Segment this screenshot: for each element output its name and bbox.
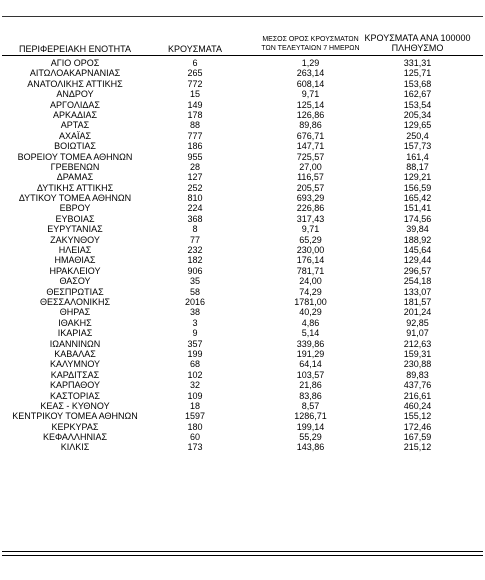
table-row xyxy=(0,432,485,442)
table-row xyxy=(0,287,485,297)
cell-cases: 77 xyxy=(189,234,200,245)
cell-region: ΑΡΓΟΛΙΔΑΣ xyxy=(50,99,100,110)
table-row xyxy=(0,276,485,286)
cell-cases: 252 xyxy=(187,182,203,193)
table-row xyxy=(0,214,485,224)
table-row xyxy=(0,131,485,141)
cell-region: ΚΕΑΣ - ΚΥΘΝΟΥ xyxy=(40,400,110,411)
cell-per100k: 125,71 xyxy=(403,68,432,79)
cell-avg7: 89,86 xyxy=(299,120,322,131)
table-row xyxy=(0,266,485,276)
cell-cases: 265 xyxy=(187,68,203,79)
cell-avg7: 693,29 xyxy=(296,193,325,204)
cell-per100k: 155,12 xyxy=(403,411,432,422)
cell-region: ΘΗΡΑΣ xyxy=(59,307,91,318)
cell-cases: 38 xyxy=(189,307,200,318)
cell-region: ΑΡΚΑΔΙΑΣ xyxy=(52,109,98,120)
table-row xyxy=(0,224,485,234)
table-row xyxy=(0,255,485,265)
cell-avg7: 263,14 xyxy=(296,68,325,79)
cell-avg7: 317,43 xyxy=(296,213,325,224)
cell-avg7: 116,57 xyxy=(297,172,324,183)
cell-cases: 777 xyxy=(187,130,203,141)
cell-cases: 3 xyxy=(192,317,198,328)
cell-cases: 35 xyxy=(189,276,200,287)
table-row xyxy=(0,79,485,89)
cell-per100k: 460,24 xyxy=(403,400,432,411)
cell-per100k: 129,21 xyxy=(403,172,432,183)
cell-per100k: 212,63 xyxy=(403,338,432,349)
table-row xyxy=(0,110,485,120)
cell-avg7: 1286,71 xyxy=(294,411,327,422)
cell-avg7: 339,86 xyxy=(296,338,325,349)
table-row xyxy=(0,411,485,421)
cell-region: ΑΓΙΟ ΟΡΟΣ xyxy=(50,58,100,68)
table-row xyxy=(0,442,485,452)
cell-avg7: 176,14 xyxy=(296,255,325,266)
cell-per100k: 159,31 xyxy=(403,348,432,359)
cell-cases: 102 xyxy=(187,369,203,380)
cell-region: ΙΚΑΡΙΑΣ xyxy=(57,328,93,339)
header-avg7-line1: ΜΕΣΟΣ ΟΡΟΣ ΚΡΟΥΣΜΑΤΩΝ xyxy=(262,36,359,43)
cell-cases: 232 xyxy=(187,245,203,256)
cell-per100k: 437,76 xyxy=(403,380,432,391)
cell-region: ΕΒΡΟΥ xyxy=(59,203,91,214)
cell-region: ΑΡΤΑΣ xyxy=(60,120,90,131)
cell-region: ΚΑΡΔΙΤΣΑΣ xyxy=(50,369,100,380)
cell-per100k: 172,46 xyxy=(403,421,432,432)
cell-per100k: 92,85 xyxy=(406,317,429,328)
table-row xyxy=(0,183,485,193)
cell-avg7: 65,29 xyxy=(299,234,322,245)
table-row xyxy=(0,203,485,213)
cell-region: ΒΟΡΕΙΟΥ ΤΟΜΕΑ ΑΘΗΝΩΝ xyxy=(17,151,133,162)
table-row xyxy=(0,391,485,401)
table-row xyxy=(0,307,485,317)
cell-per100k: 250,4 xyxy=(406,130,429,141)
cell-region: ΔΥΤΙΚΟΥ ΤΟΜΕΑ ΑΘΗΝΩΝ xyxy=(18,193,132,204)
cell-cases: 906 xyxy=(187,265,203,276)
cell-per100k: 91,07 xyxy=(406,328,429,339)
cell-per100k: 153,54 xyxy=(403,99,432,110)
table-row xyxy=(0,401,485,411)
cell-per100k: 216,61 xyxy=(403,390,432,401)
cell-per100k: 161,4 xyxy=(406,151,429,162)
cell-cases: 127 xyxy=(187,172,203,183)
cell-region: ΓΡΕΒΕΝΩΝ xyxy=(50,161,100,172)
cell-region: ΗΛΕΙΑΣ xyxy=(58,245,92,256)
cell-per100k: 151,41 xyxy=(403,203,432,214)
cell-per100k: 157,73 xyxy=(403,141,432,152)
cell-avg7: 64,14 xyxy=(299,359,322,370)
cell-cases: 149 xyxy=(187,99,203,110)
table-body xyxy=(0,58,485,453)
cell-avg7: 199,14 xyxy=(296,421,325,432)
cell-region: ΑΝΑΤΟΛΙΚΗΣ ΑΤΤΙΚΗΣ xyxy=(27,78,123,89)
cell-avg7: 5,14 xyxy=(301,328,320,339)
cell-avg7: 9,71 xyxy=(301,224,320,235)
cell-cases: 357 xyxy=(187,338,203,349)
cell-region: ΕΥΒΟΙΑΣ xyxy=(55,213,95,224)
cell-avg7: 1781,00 xyxy=(294,296,327,307)
header-per100k xyxy=(360,33,475,53)
cell-region: ΚΑΡΠΑΘΟΥ xyxy=(49,380,101,391)
header-rule xyxy=(2,55,483,56)
cell-cases: 6 xyxy=(192,58,198,68)
cell-cases: 368 xyxy=(187,213,203,224)
cell-region: ΘΕΣΣΑΛΟΝΙΚΗΣ xyxy=(39,296,111,307)
table-row xyxy=(0,297,485,307)
table-row xyxy=(0,349,485,359)
cell-per100k: 230,88 xyxy=(403,359,432,370)
cell-per100k: 296,57 xyxy=(403,265,432,276)
cell-cases: 60 xyxy=(189,432,200,443)
cell-cases: 178 xyxy=(187,109,203,120)
top-rule xyxy=(2,16,483,17)
table-row xyxy=(0,172,485,182)
cell-per100k: 145,64 xyxy=(403,245,432,256)
cell-region: ΔΥΤΙΚΗΣ ΑΤΤΙΚΗΣ xyxy=(36,182,114,193)
cell-per100k: 156,59 xyxy=(403,182,432,193)
cell-per100k: 129,44 xyxy=(403,255,432,266)
cell-per100k: 205,34 xyxy=(403,109,432,120)
cell-per100k: 88,17 xyxy=(406,161,429,172)
bottom-rule xyxy=(2,551,483,552)
table-row xyxy=(0,141,485,151)
cell-region: ΕΥΡΥΤΑΝΙΑΣ xyxy=(47,224,103,235)
cell-region: ΗΜΑΘΙΑΣ xyxy=(54,255,96,266)
cell-cases: 88 xyxy=(189,120,200,131)
cell-per100k: 167,59 xyxy=(403,432,432,443)
cell-per100k: 165,42 xyxy=(403,193,432,204)
cell-cases: 58 xyxy=(189,286,200,297)
cell-avg7: 27,00 xyxy=(299,161,322,172)
cell-cases: 18 xyxy=(189,400,200,411)
cell-avg7: 24,00 xyxy=(299,276,322,287)
table-row xyxy=(0,245,485,255)
cell-per100k: 331,31 xyxy=(403,58,432,68)
cell-cases: 9 xyxy=(192,328,198,339)
cell-per100k: 89,83 xyxy=(406,369,429,380)
cell-region: ΚΕΝΤΡΙΚΟΥ ΤΟΜΕΑ ΑΘΗΝΩΝ xyxy=(12,411,138,422)
cell-per100k: 162,67 xyxy=(403,89,432,100)
cell-avg7: 4,86 xyxy=(301,317,320,328)
cell-avg7: 103,57 xyxy=(296,369,325,380)
table-row xyxy=(0,380,485,390)
cell-avg7: 608,14 xyxy=(296,78,325,89)
cell-cases: 2016 xyxy=(184,296,206,307)
cell-region: ΑΧΑΪΑΣ xyxy=(58,130,92,141)
cell-avg7: 676,71 xyxy=(296,130,325,141)
table-row xyxy=(0,58,485,68)
cell-avg7: 8,57 xyxy=(301,400,320,411)
cell-avg7: 1,29 xyxy=(301,58,320,68)
cell-avg7: 55,29 xyxy=(299,432,322,443)
cell-cases: 955 xyxy=(187,151,203,162)
table-row xyxy=(0,89,485,99)
cell-region: ΘΑΣΟΥ xyxy=(59,276,91,287)
table-row xyxy=(0,422,485,432)
cell-region: ΗΡΑΚΛΕΙΟΥ xyxy=(49,265,101,276)
cell-per100k: 181,57 xyxy=(403,296,432,307)
cell-cases: 68 xyxy=(189,359,200,370)
cell-cases: 180 xyxy=(187,421,203,432)
cell-cases: 32 xyxy=(189,380,200,391)
table-row xyxy=(0,359,485,369)
table-row xyxy=(0,162,485,172)
cell-region: ΒΟΙΩΤΙΑΣ xyxy=(54,141,96,152)
cell-per100k: 129,65 xyxy=(403,120,432,131)
table-row xyxy=(0,339,485,349)
cell-per100k: 153,68 xyxy=(403,78,432,89)
bottom-rule-double xyxy=(2,555,483,556)
cell-avg7: 125,14 xyxy=(296,99,325,110)
cell-avg7: 147,71 xyxy=(296,141,325,152)
cell-region: ΚΑΛΥΜΝΟΥ xyxy=(49,359,101,370)
cell-cases: 224 xyxy=(187,203,203,214)
cell-avg7: 230,00 xyxy=(296,245,325,256)
cell-avg7: 40,29 xyxy=(299,307,322,318)
cell-region: ΖΑΚΥΝΘΟΥ xyxy=(50,234,100,245)
cell-avg7: 74,29 xyxy=(299,286,322,297)
header-avg7-line2: ΤΩΝ ΤΕΛΕΥΤΑΙΩΝ 7 ΗΜΕΡΩΝ xyxy=(261,45,360,52)
header-per100k-line1: ΚΡΟΥΣΜΑΤΑ ΑΝΑ 100000 xyxy=(364,33,471,43)
cell-region: ΙΘΑΚΗΣ xyxy=(58,317,92,328)
cell-avg7: 21,86 xyxy=(299,380,322,391)
cell-region: ΚΑΒΑΛΑΣ xyxy=(54,348,96,359)
cell-per100k: 188,92 xyxy=(403,234,432,245)
cell-per100k: 254,18 xyxy=(403,276,432,287)
cell-avg7: 9,71 xyxy=(301,89,320,100)
cell-per100k: 39,84 xyxy=(406,224,429,235)
table-row xyxy=(0,100,485,110)
cell-cases: 186 xyxy=(187,141,203,152)
cell-avg7: 191,29 xyxy=(296,348,325,359)
table-row xyxy=(0,68,485,78)
table-row xyxy=(0,152,485,162)
cell-avg7: 205,57 xyxy=(296,182,325,193)
table-row xyxy=(0,235,485,245)
cell-per100k: 215,12 xyxy=(403,442,432,453)
cell-cases: 109 xyxy=(187,390,203,401)
table-row xyxy=(0,120,485,130)
cell-region: ΚΙΛΚΙΣ xyxy=(60,442,90,453)
cell-cases: 772 xyxy=(187,78,203,89)
header-region: ΠΕΡΙΦΕΡΕΙΑΚΗ ΕΝΟΤΗΤΑ xyxy=(18,44,132,54)
cell-avg7: 226,86 xyxy=(296,203,325,214)
cell-region: ΚΑΣΤΟΡΙΑΣ xyxy=(50,390,100,401)
cell-cases: 15 xyxy=(189,89,200,100)
table-row xyxy=(0,328,485,338)
cell-avg7: 126,86 xyxy=(296,109,325,120)
cell-cases: 810 xyxy=(187,193,203,204)
cell-cases: 182 xyxy=(187,255,203,266)
header-per100k-line2: ΠΛΗΘΥΣΜΟ xyxy=(391,43,444,53)
cell-region: ΙΩΑΝΝΙΝΩΝ xyxy=(49,338,101,349)
cell-region: ΔΡΑΜΑΣ xyxy=(56,172,94,183)
cell-avg7: 725,57 xyxy=(296,151,325,162)
cell-avg7: 83,86 xyxy=(299,390,322,401)
cell-per100k: 174,56 xyxy=(403,213,432,224)
cell-per100k: 201,24 xyxy=(403,307,432,318)
cell-region: ΑΝΔΡΟΥ xyxy=(56,89,94,100)
cell-cases: 173 xyxy=(187,442,203,453)
cell-cases: 28 xyxy=(189,161,200,172)
cell-cases: 1597 xyxy=(184,411,206,422)
cell-cases: 199 xyxy=(187,348,203,359)
table-row xyxy=(0,193,485,203)
table-row xyxy=(0,370,485,380)
cell-region: ΚΕΦΑΛΛΗΝΙΑΣ xyxy=(42,432,108,443)
cell-avg7: 143,86 xyxy=(296,442,325,453)
table-row xyxy=(0,318,485,328)
cell-per100k: 133,07 xyxy=(403,286,432,297)
cell-avg7: 781,71 xyxy=(296,265,325,276)
header-avg7 xyxy=(248,35,373,53)
cell-region: ΑΙΤΩΛΟΑΚΑΡΝΑΝΙΑΣ xyxy=(29,68,121,79)
cell-region: ΘΕΣΠΡΩΤΙΑΣ xyxy=(46,286,104,297)
cell-cases: 8 xyxy=(192,224,198,235)
header-cases: ΚΡΟΥΣΜΑΤΑ xyxy=(168,44,222,54)
cell-region: ΚΕΡΚΥΡΑΣ xyxy=(51,421,99,432)
